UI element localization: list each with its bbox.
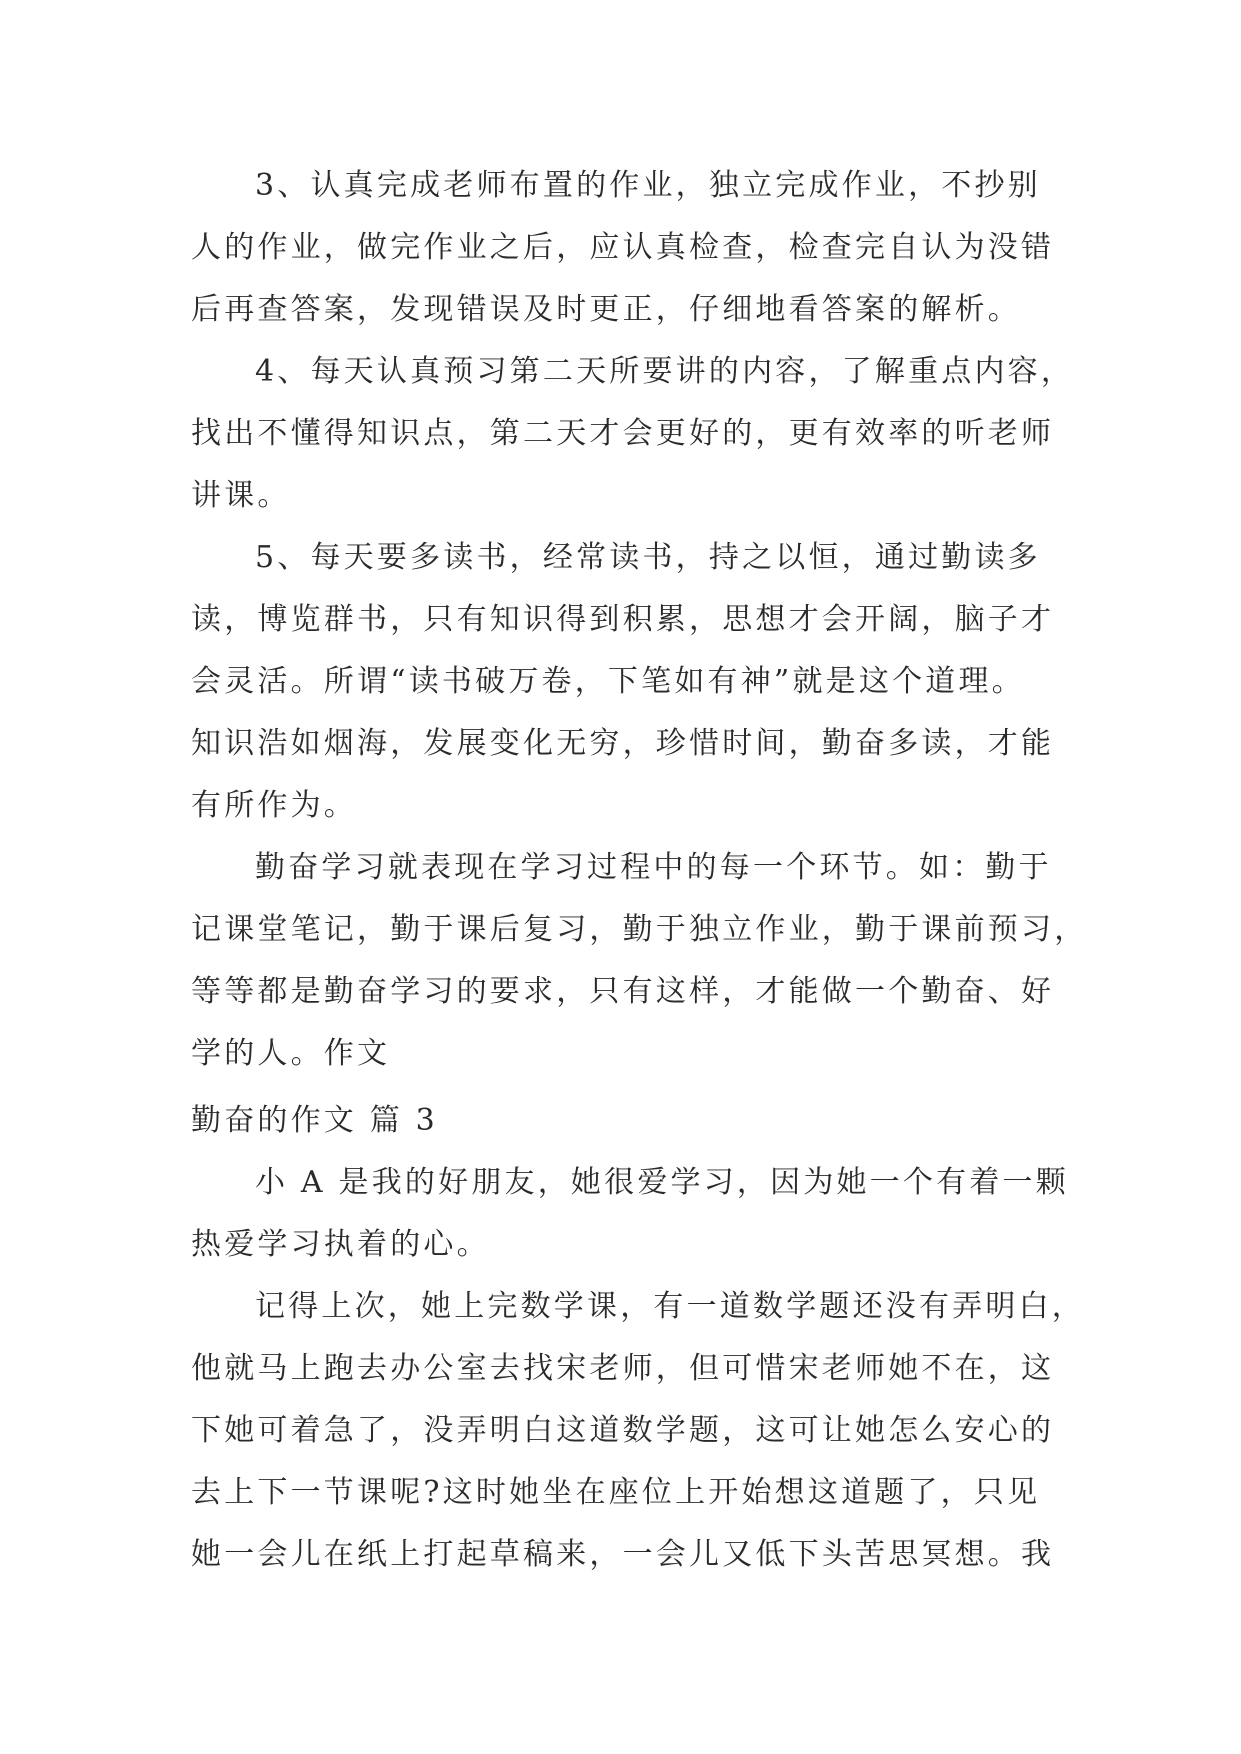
paragraph-line: 后再查答案，发现错误及时更正，仔细地看答案的解析。: [191, 292, 1021, 327]
paragraph-line: 4、每天认真预习第二天所要讲的内容，了解重点内容，: [255, 354, 1075, 389]
paragraph-line: 找出不懂得知识点，第二天才会更好的，更有效率的听老师: [191, 416, 1055, 451]
paragraph-line: 有所作为。: [191, 788, 357, 823]
paragraph-line: 下她可着急了，没弄明白这道数学题，这可让她怎么安心的: [191, 1413, 1055, 1448]
paragraph-line: 学的人。作文: [191, 1036, 391, 1071]
paragraph-line: 他就马上跑去办公室去找宋老师，但可惜宋老师她不在，这: [191, 1351, 1055, 1386]
paragraph-line: 讲课。: [191, 478, 291, 513]
paragraph-line: 读，博览群书，只有知识得到积累，思想才会开阔，脑子才: [191, 602, 1055, 637]
paragraph-line: 小 A 是我的好朋友，她很爱学习，因为她一个有着一颗: [255, 1165, 1069, 1200]
section-heading: 勤奋的作文 篇 3: [191, 1103, 438, 1138]
paragraph-line: 人的作业，做完作业之后，应认真检查，检查完自认为没错: [191, 230, 1055, 265]
paragraph-line: 会灵活。所谓“读书破万卷，下笔如有神”就是这个道理。: [191, 664, 1025, 699]
paragraph-line: 知识浩如烟海，发展变化无穷，珍惜时间，勤奋多读，才能: [191, 726, 1055, 761]
essay-section-1: [191, 155, 1088, 1085]
paragraph-line: 记课堂笔记，勤于课后复习，勤于独立作业，勤于课前预习，: [191, 912, 1088, 947]
essay-section-2: [191, 1090, 1085, 1586]
paragraph-line: 5、每天要多读书，经常读书，持之以恒，通过勤读多: [255, 540, 1041, 575]
paragraph-line: 3、认真完成老师布置的作业，独立完成作业，不抄别: [255, 168, 1041, 203]
paragraph-line: 她一会儿在纸上打起草稿来，一会儿又低下头苦思冥想。我: [191, 1537, 1055, 1572]
paragraph-line: 等等都是勤奋学习的要求，只有这样，才能做一个勤奋、好: [191, 974, 1055, 1009]
paragraph-line: 勤奋学习就表现在学习过程中的每一个环节。如：勤于: [255, 850, 1052, 885]
paragraph-line: 去上下一节课呢?这时她坐在座位上开始想这道题了，只见: [191, 1475, 1041, 1510]
paragraph-line: 记得上次，她上完数学课，有一道数学题还没有弄明白，: [255, 1289, 1085, 1324]
paragraph-line: 热爱学习执着的心。: [191, 1227, 490, 1262]
